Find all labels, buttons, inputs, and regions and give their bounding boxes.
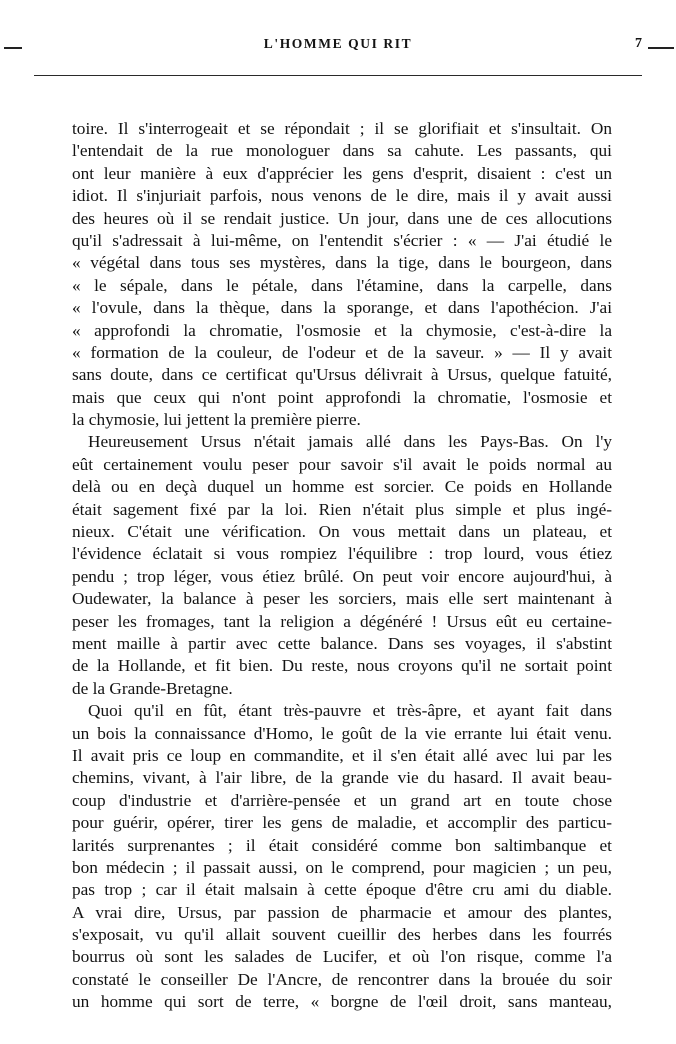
header-rule	[34, 75, 642, 76]
text-line: chemins, vivant, à l'air libre, de la grande vie du hasard. Il avait beau-	[72, 768, 612, 788]
text-line: un homme qui sort de terre, « borgne de l'œil droit, sans manteau,	[72, 992, 612, 1012]
text-line: idiot. Il s'injuriait parfois, nous venons de le dire, mais il y avait aussi	[72, 186, 612, 206]
text-line: larités surprenantes ; il était considéré comme bon saltimbanque et	[72, 835, 612, 855]
text-line: bon médecin ; il passait aussi, on le comprend, pour magicien ; un peu,	[72, 857, 612, 877]
text-line: des heures où il se rendait justice. Un jour, dans une de ces allocutions	[72, 208, 612, 228]
text-line: « végétal dans tous ses mystères, dans la tige, dans le bourgeon, dans	[72, 253, 612, 273]
text-line: un bois la connaissance d'Homo, le goût de la vie errante lui était venu.	[72, 723, 612, 743]
text-line: peser les fromages, tant la religion a dégénéré ! Ursus eût eu certaine-	[72, 611, 612, 631]
text-line: l'évidence éclatait si vous rompiez l'équilibre : trop lourd, vous étiez	[72, 544, 612, 564]
text-line: nieux. C'était une vérification. On vous mettait dans un plateau, et	[72, 522, 612, 542]
text-line: ment maille à partir avec cette balance. Dans ses voyages, il s'abstint	[72, 633, 612, 653]
text-line: « approfondi la chromatie, l'osmosie et la chymosie, c'est-à-dire la	[72, 320, 612, 340]
text-line: pendu ; trop léger, vous étiez brûlé. On peut voir encore aujourd'hui, à	[72, 566, 612, 586]
text-line: delà ou en deçà duquel un homme est sorcier. Ce poids en Hollande	[72, 477, 612, 497]
text-line: Oudewater, la balance à peser les sorciers, mais elle sert maintenant à	[72, 589, 612, 609]
text-line: Quoi qu'il en fût, étant très-pauvre et très-âpre, et ayant fait dans	[88, 701, 612, 721]
paragraph	[72, 431, 612, 700]
paragraph	[72, 700, 612, 1013]
text-line: toire. Il s'interrogeait et se répondait ; il se glorifiait et s'insultait. On	[72, 119, 612, 138]
paragraph	[72, 118, 612, 431]
page-number: 7	[635, 36, 642, 51]
text-line: « l'ovule, dans la thèque, dans la sporange, et dans l'apothécion. J'ai	[72, 298, 612, 318]
text-line: l'entendait de la rue monologuer dans sa cahute. Les passants, qui	[72, 141, 612, 161]
body-text	[72, 118, 612, 1014]
text-line: de la Hollande, et fit bien. Du reste, nous croyons qu'il ne sortait point	[72, 656, 612, 676]
text-line: Il avait pris ce loup en commandite, et il s'en était allé avec lui par les	[72, 745, 612, 765]
text-line: ont leur manière à eux d'apprécier les gens d'esprit, disaient : c'est un	[72, 163, 612, 183]
text-line: « le sépale, dans le pétale, dans l'étamine, dans la carpelle, dans	[72, 275, 612, 295]
text-line: de la Grande-Bretagne.	[72, 678, 233, 698]
text-line: sans doute, dans ce certificat qu'Ursus délivrait à Ursus, quelque fatuité,	[72, 365, 612, 385]
text-line: pour guérir, opérer, tirer les gens de maladie, et accomplir des particu-	[72, 813, 612, 833]
text-line: pas trop ; car il était malsain à cette époque d'être cru ami du diable.	[72, 880, 612, 900]
text-line: eût certainement voulu peser pour savoir s'il avait le poids normal au	[72, 454, 612, 474]
text-line: A vrai dire, Ursus, par passion de pharmacie et amour des plantes,	[72, 902, 612, 922]
text-line: qu'il s'adressait à lui-même, on l'entendit s'écrier : « — J'ai étudié le	[72, 230, 612, 250]
text-line: mais que ceux qui n'ont point approfondi la chromatie, l'osmosie et	[72, 387, 612, 407]
text-line: la chymosie, lui jettent la première pierre.	[72, 410, 361, 430]
text-line: était sagement fixé par la loi. Rien n'était plus simple et plus ingé-	[72, 499, 612, 519]
text-line: bourrus où sont les salades de Lucifer, et où l'on risque, comme l'a	[72, 947, 612, 967]
text-line: « formation de la couleur, de l'odeur et de la saveur. » — Il y avait	[72, 342, 612, 362]
text-line: constaté le conseiller De l'Ancre, de rencontrer dans la brouée du soir	[72, 969, 612, 989]
text-line: Heureusement Ursus n'était jamais allé dans les Pays-Bas. On l'y	[88, 432, 612, 452]
running-title: L'HOMME QUI RIT	[263, 36, 413, 51]
text-line: coup d'industrie et d'arrière-pensée et un grand art en toute chose	[72, 790, 612, 810]
text-line: s'exposait, vu qu'il allait souvent cueillir des herbes dans les fourrés	[72, 925, 612, 945]
